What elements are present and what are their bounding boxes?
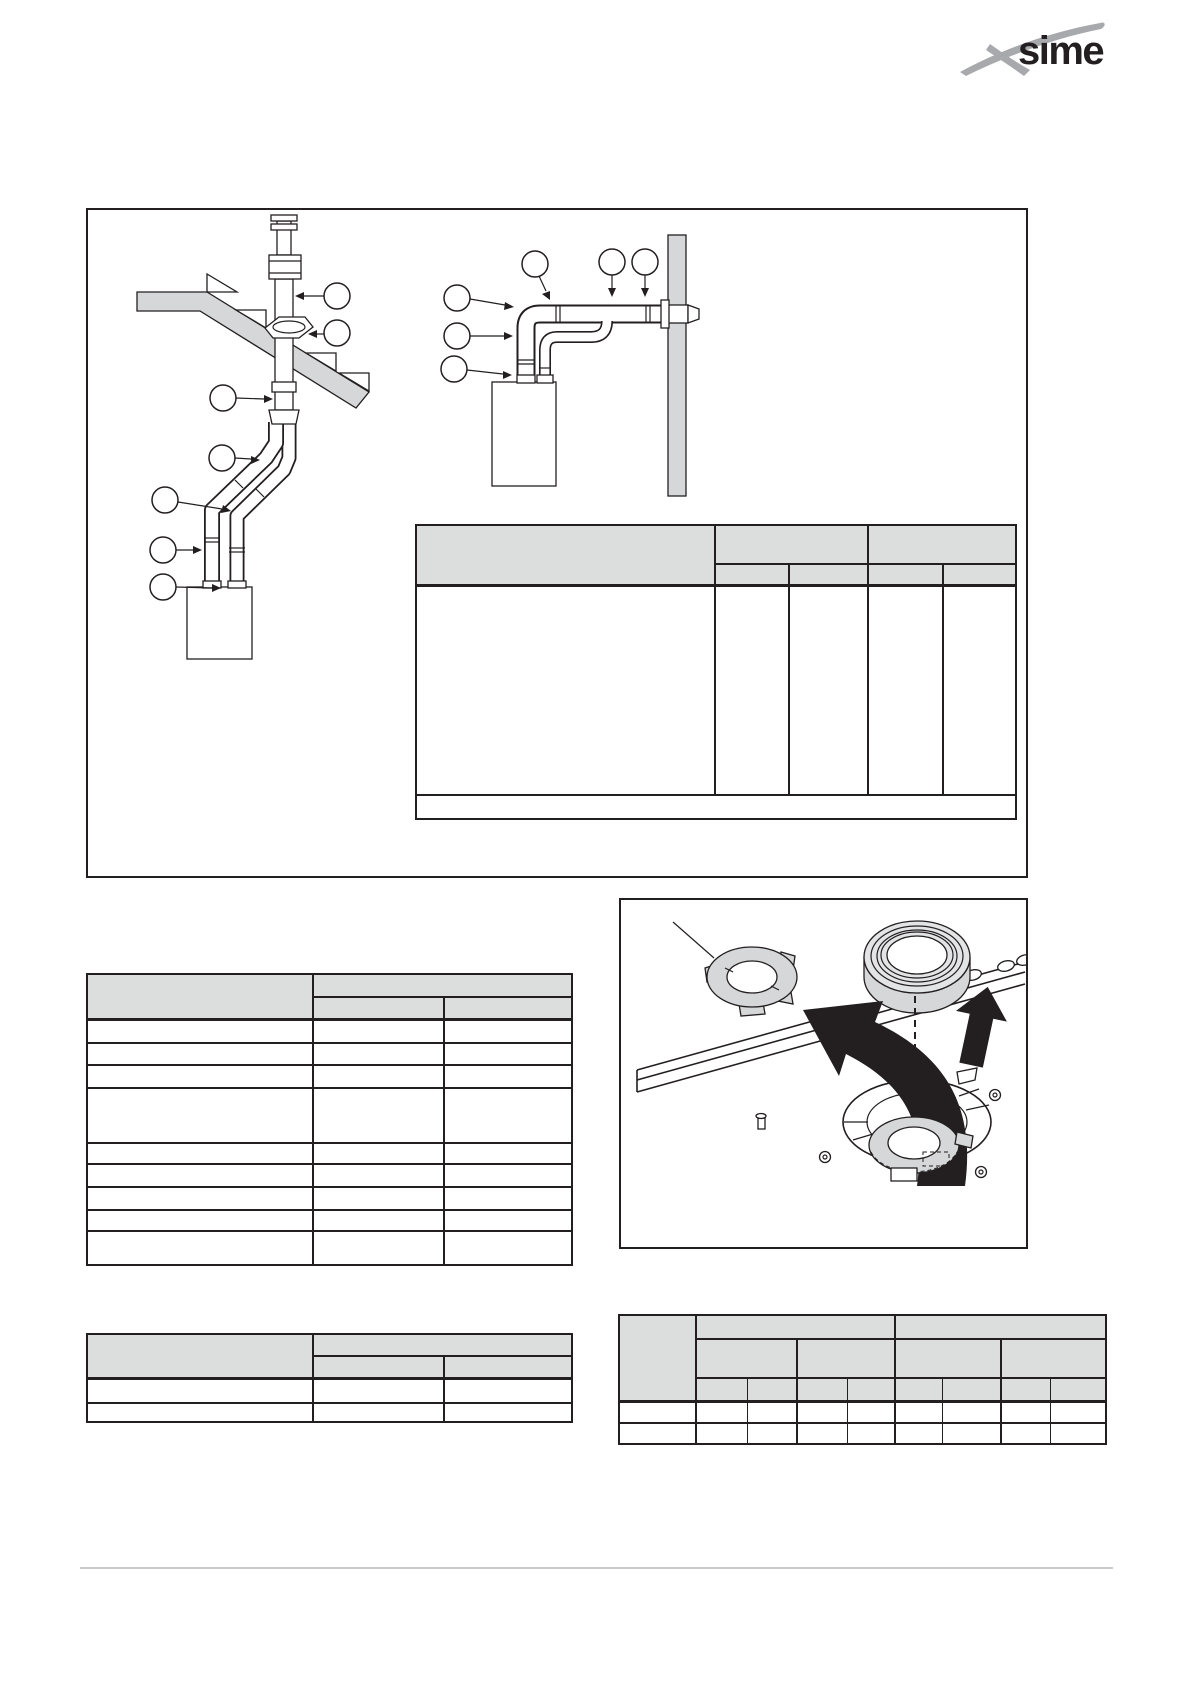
ring-tab bbox=[891, 1168, 917, 1181]
callout-arrowhead bbox=[608, 288, 616, 297]
column-rule bbox=[894, 1316, 896, 1443]
column-rule bbox=[312, 975, 314, 1264]
callout-leader bbox=[467, 370, 503, 374]
callout-leader bbox=[673, 922, 714, 958]
callout-circle bbox=[209, 445, 235, 471]
gasket-removal-figure bbox=[619, 898, 1028, 1249]
table-rule bbox=[714, 563, 1015, 565]
left-upper-table bbox=[86, 973, 573, 1266]
wall-flue-diagram bbox=[441, 235, 699, 496]
callout-circle bbox=[441, 356, 467, 382]
callout-arrowhead bbox=[193, 546, 202, 554]
table-rule bbox=[312, 1355, 571, 1357]
washer bbox=[820, 1152, 831, 1163]
table-rule bbox=[417, 794, 1015, 796]
wall bbox=[668, 235, 686, 496]
boiler-connector bbox=[537, 375, 553, 383]
column-rule bbox=[695, 1316, 697, 1443]
gasket-removal-drawing bbox=[621, 900, 1026, 1247]
table-rule bbox=[417, 584, 1015, 587]
footer-rule bbox=[80, 1567, 1113, 1569]
table-rule bbox=[695, 1377, 1105, 1379]
row-rule bbox=[620, 1422, 1105, 1424]
callout-leader bbox=[539, 276, 546, 291]
row-rule bbox=[88, 1163, 571, 1165]
callout-circle bbox=[599, 249, 625, 275]
column-rule bbox=[747, 1377, 748, 1443]
row-rule bbox=[88, 1230, 571, 1232]
screw-head bbox=[756, 1114, 766, 1119]
row-rule bbox=[88, 1042, 571, 1044]
callout-circle bbox=[150, 537, 176, 563]
boiler-connector bbox=[517, 375, 535, 383]
roof-flashing bbox=[265, 317, 313, 338]
callout-arrowhead bbox=[641, 288, 649, 297]
flue-length-table bbox=[415, 524, 1017, 820]
column-rule bbox=[867, 526, 869, 794]
clip-part bbox=[957, 1068, 977, 1084]
callout-circle bbox=[632, 249, 658, 275]
row-rule bbox=[88, 1402, 571, 1404]
column-rule bbox=[443, 1355, 445, 1421]
terminal-tip bbox=[688, 305, 699, 323]
roof-step bbox=[207, 274, 237, 292]
column-rule bbox=[1050, 1377, 1051, 1443]
boiler bbox=[492, 382, 556, 486]
rail-hole bbox=[996, 959, 1015, 973]
column-rule bbox=[796, 1338, 798, 1443]
column-rule bbox=[942, 1377, 943, 1443]
table-rule bbox=[620, 1400, 1105, 1403]
column-rule bbox=[443, 996, 445, 1264]
callout-circle bbox=[444, 323, 470, 349]
column-rule bbox=[847, 1377, 848, 1443]
column-rule bbox=[714, 526, 716, 794]
boiler-connector bbox=[228, 581, 246, 588]
row-rule bbox=[88, 1142, 571, 1144]
callout-circle bbox=[210, 385, 236, 411]
screw bbox=[758, 1118, 765, 1129]
roof-flue-diagram bbox=[137, 215, 369, 659]
sime-logo bbox=[940, 10, 1120, 80]
row-rule bbox=[88, 1064, 571, 1066]
wall-terminal bbox=[668, 305, 688, 323]
callout-arrowhead bbox=[295, 292, 304, 300]
callout-circle bbox=[324, 320, 350, 346]
flue-terminal-cap bbox=[271, 215, 297, 221]
table-rule bbox=[88, 1377, 571, 1380]
table-header-band bbox=[417, 526, 1015, 584]
row-rule bbox=[88, 1186, 571, 1188]
seated-ring-hole bbox=[888, 1127, 940, 1159]
callout-leader bbox=[236, 398, 264, 399]
terminal-collar bbox=[269, 255, 301, 279]
callout-arrowhead bbox=[542, 291, 550, 300]
clamping-collar bbox=[864, 921, 970, 1013]
washer bbox=[990, 1090, 1001, 1101]
column-rule bbox=[1000, 1338, 1002, 1443]
callout-arrowhead bbox=[504, 302, 514, 310]
bottom-right-table bbox=[618, 1314, 1107, 1445]
table-rule bbox=[312, 996, 571, 998]
table-rule bbox=[88, 1018, 571, 1021]
row-rule bbox=[88, 1087, 571, 1089]
column-rule bbox=[788, 563, 790, 794]
pipe-coupling bbox=[272, 382, 296, 392]
callout-leader bbox=[235, 458, 251, 459]
logo-text: sime bbox=[1018, 29, 1104, 73]
opening-spoke bbox=[966, 1105, 989, 1110]
callout-arrowhead bbox=[503, 371, 512, 379]
row-rule bbox=[88, 1209, 571, 1211]
column-rule bbox=[942, 563, 944, 794]
callout-circle bbox=[444, 285, 470, 311]
locking-ring bbox=[705, 947, 797, 1016]
flue-terminal-cap bbox=[271, 224, 297, 230]
callout-arrowhead bbox=[504, 332, 513, 340]
terminal-flange bbox=[661, 300, 669, 328]
callout-circle bbox=[522, 251, 548, 277]
callout-arrowhead bbox=[308, 330, 317, 338]
boiler bbox=[187, 587, 252, 659]
column-rule bbox=[312, 1335, 314, 1421]
opening-spoke bbox=[959, 1089, 979, 1096]
table-header-band bbox=[620, 1316, 1105, 1400]
callout-circle bbox=[324, 283, 350, 309]
table-rule bbox=[695, 1338, 1105, 1340]
callout-circle bbox=[152, 487, 178, 513]
left-lower-table bbox=[86, 1333, 573, 1423]
callout-leader bbox=[470, 299, 505, 305]
twin-adapter bbox=[269, 410, 299, 424]
exhaust-pipe bbox=[545, 321, 607, 382]
washer bbox=[976, 1167, 987, 1178]
callout-circle bbox=[150, 574, 176, 600]
callout-arrowhead bbox=[264, 395, 273, 403]
